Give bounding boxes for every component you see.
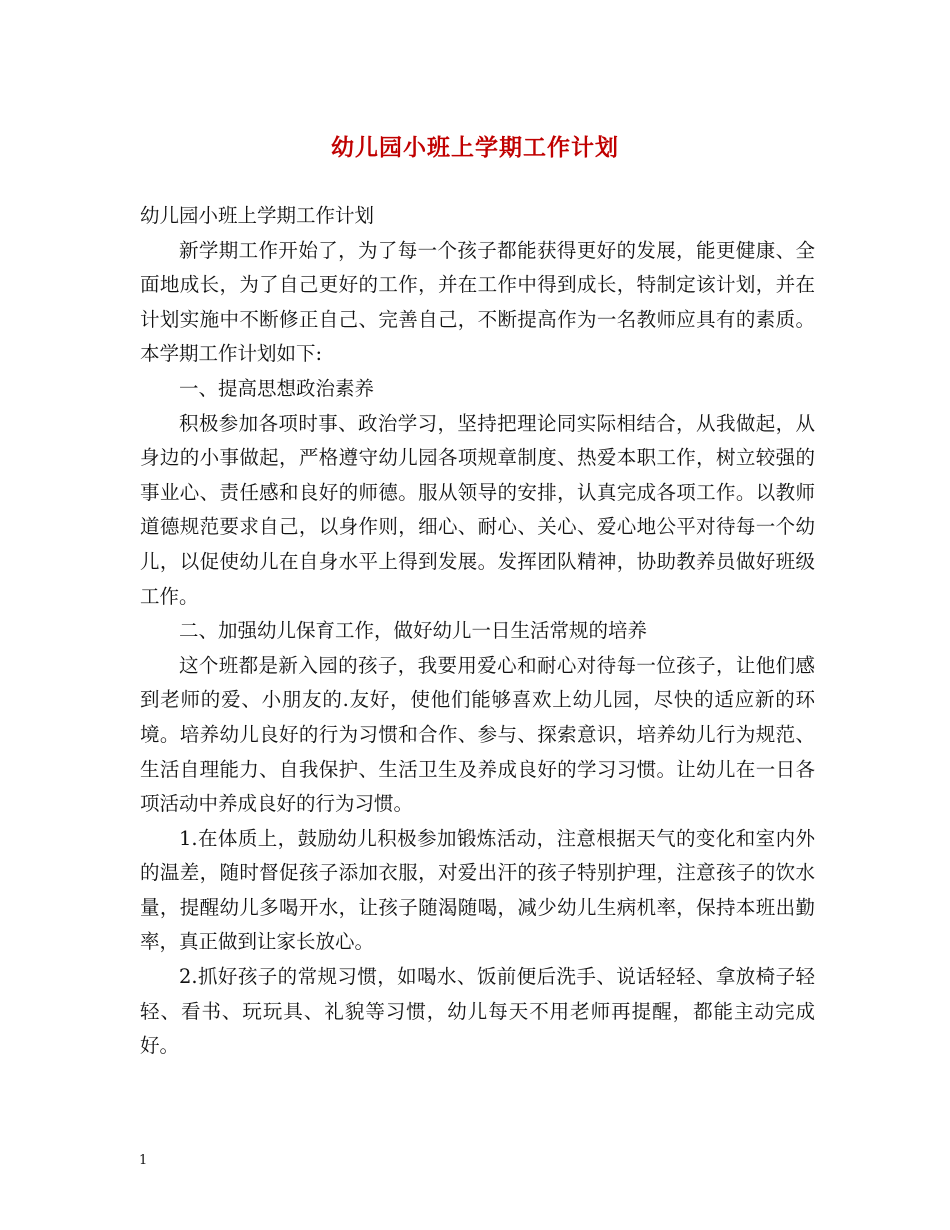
list-item-2: 2.抓好孩子的常规习惯，如喝水、饭前便后洗手、说话轻轻、拿放椅子轻轻、看书、玩玩具、礼貌等习惯，幼儿每天不用老师再提醒，都能主动完成好。 [140,965,815,1058]
section-heading-2: 二、加强幼儿保育工作，做好幼儿一日生活常规的培养 [179,619,648,643]
section-heading-1: 一、提高思想政治素养 [179,376,375,400]
subtitle-paragraph: 幼儿园小班上学期工作计划 [140,204,375,227]
section-2-paragraph: 这个班都是新入园的孩子，我要用爱心和耐心对待每一位孩子，让他们感到老师的爱、小朋友的.友好，使他们能够喜欢上幼儿园，尽快的适应新的环境。培养幼儿良好的行为习惯和合作、参与、探索意识，培养幼儿行为规范、生活自理能力、自我保护、生活卫生及养成良好的学习习惯。让幼儿在一日各项活动中养成良好的行为习惯。 [140,653,815,816]
document-body [140,199,815,1064]
document-title: 幼儿园小班上学期工作计划 [331,134,619,161]
section-1-paragraph: 积极参加各项时事、政治学习，坚持把理论同实际相结合，从我做起，从身边的小事做起，严格遵守幼儿园各项规章制度、热爱本职工作，树立较强的事业心、责任感和良好的师德。服从领导的安排，认真完成各项工作。以教师道德规范要求自己，以身作则，细心、耐心、关心、爱心地公平对待每一个幼儿，以促使幼儿在自身水平上得到发展。发挥团队精神，协助教养员做好班级工作。 [140,411,815,608]
list-item-1: 1.在体质上，鼓励幼儿积极参加锻炼活动，注意根据天气的变化和室内外的温差，随时督促孩子添加衣服，对爱出汗的孩子特别护理，注意孩子的饮水量，提醒幼儿多喝开水，让孩子随渴随喝，减少幼儿生病机率，保持本班出勤率，真正做到让家长放心。 [140,826,815,954]
page-number: 1 [139,1153,148,1168]
intro-paragraph: 新学期工作开始了，为了每一个孩子都能获得更好的发展，能更健康、全面地成长，为了自己更好的工作，并在工作中得到成长，特制定该计划，并在计划实施中不断修正自己、完善自己，不断提高作为一名教师应具有的素质。本学期工作计划如下: [140,238,815,366]
